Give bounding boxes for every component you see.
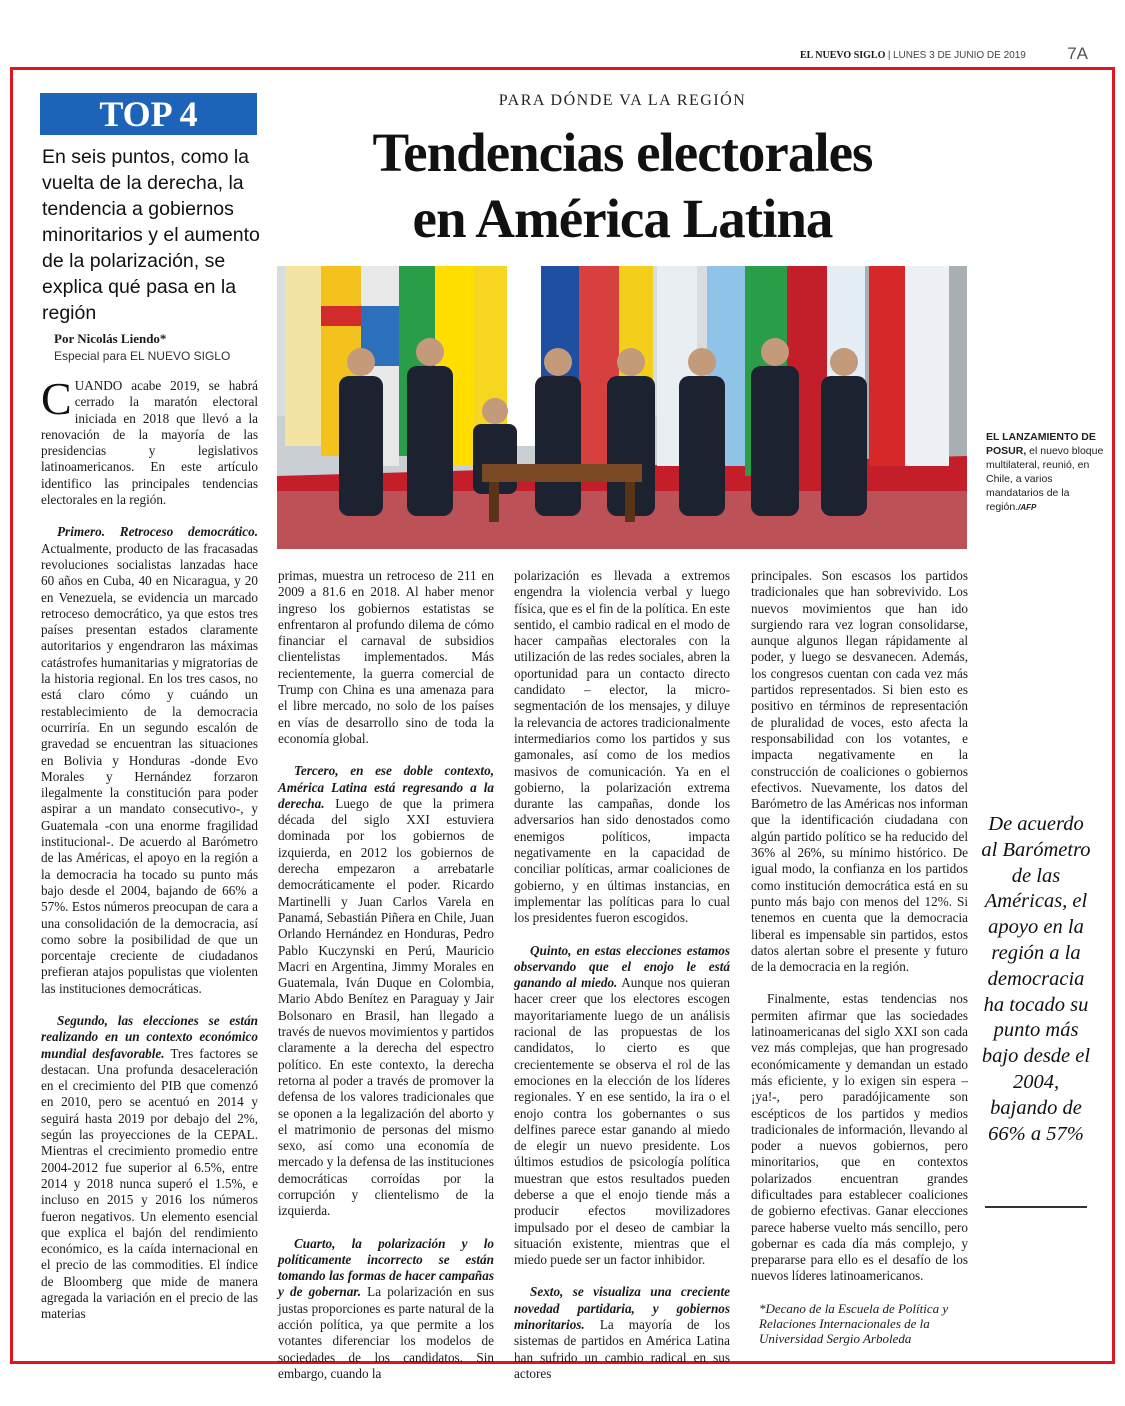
point-3-text: Luego de que la primera década del siglo XXI estuviera dominada por los gobiernos de izquierda, en 2012 los gobiernos de derecha empezaron a arrebatarle democráticamente el poder. Ricardo Martinelli y Juan Carlos Varela en Panamá, Sebastián Piñera en Chile, Juan Orlando Hernández en Honduras, Pedro Pablo Kuczynski en Perú, Mauricio Macri en Argentina, Jimmy Morales en Guatemala, Iván Duque en Colombia, Mario Abdo Benítez en Paraguay y Jair Bolsonaro en Brasil, han llegado a través de nuevos movimientos y partidos claramente a la derecha del espectro político. En este contexto, la derecha retorna al poder a través de promover la defensa de los valores tradicionales que se oponen a la legalización del aborto y el matrimonio de personas del mismo sexo, así como una economía de mercado y la defensa de las instituciones democráticas corroídas por la corrupción y clientelismo de la izquierda.	[278, 795, 494, 1219]
article-column-1	[41, 373, 258, 1339]
newspaper-name: EL NUEVO SIGLO	[800, 50, 886, 61]
point-2-continued: primas, muestra un retroceso de 211 en 2009 a 81.6 en 2018. Al haber menor ingreso los gobiernos estatistas se enfrentaron al profundo dilema de cómo financiar el carnaval de subsidios clientelistas implementados. Más recientemente, la guerra comercial de Trump con China es una amenaza para el libre mercado, no solo de los países en vías de desarrollo sino de toda la economía global.	[278, 568, 494, 746]
point-2-text: Tres factores se destacan. Una profunda desaceleración en el crecimiento del PIB que comenzó en 2010, pero se acentuó en 2014 y seguirá hasta 2019 por debajo del 2%, según las proyecciones de la CEPAL. Mientras el crecimiento promedio entre 2004-2012 fue superior al 6.5%, entre 2014 y 2018 nunca superó el 1.5%, e incluso en 2015 y 2016 los números fueron negativos. Un elemento esencial que explica el bajón del rendimiento económico, es la caída internacional en el precio de las commodities. El índice de Bloomberg que mide de manera agregada la variación en el precio de las materias	[41, 1045, 258, 1322]
point-2-paragraph	[41, 1013, 258, 1323]
drop-cap: C	[41, 373, 72, 424]
article-column-2	[278, 568, 494, 1398]
pull-quote: De acuerdo al Barómetro de las Américas, el apoyo en la región a la democracia ha tocado su punto más bajo desde el 2004, bajando de 66% a 57%	[981, 813, 1091, 1145]
point-6-paragraph	[514, 1284, 730, 1382]
headline	[275, 120, 970, 252]
point-6-text: La mayoría de los sistemas de partidos en América Latina han sufrido un cambio radical en sus actores	[514, 1317, 730, 1381]
point-2-heading: Segundo, las elecciones se están realizando en un contexto económico mundial desfavorable.	[41, 1012, 258, 1061]
point-4-heading: Cuarto, la polarización y lo políticamente incorrecto se están tomando las formas de hacer campañas y de gobernar.	[278, 1235, 494, 1300]
point-3-heading: Tercero, en ese doble contexto, América Latina está regresando a la derecha.	[278, 763, 494, 811]
photo-credit: /AFP	[1018, 503, 1037, 512]
point-1-paragraph	[41, 524, 258, 997]
summit-photo	[277, 266, 967, 549]
headline-line-1: Tendencias electorales	[372, 122, 873, 183]
point-4-continued: polarización es llevada a extremos engendra la violencia verbal y luego física, que es el fin de la política. En este sentido, el cambio radical en el modo de hacer campañas electorales con la utilización de las redes sociales, abren la oportunidad para un contacto directo candidato – elector, la micro-segmentación de los mensajes, y diluye la relevancia de actores tradicionalmente intermediarios como los partidos y sus gamonales, así como de los medios masivos de comunicación. Ya en el gobierno, la polarización extrema durante las campañas, donde los adversarios han sido denostados como enemigos políticos, impacta negativamente en la capacidad de conciliar políticas, armar coaliciones de gobierno, y en últimas instancias, en implementar las políticas para lo cual los presidentes fueron escogidos.	[514, 568, 730, 926]
point-4-paragraph	[278, 1236, 494, 1383]
intro-text: UANDO acabe 2019, se habrá cerrado la maratón electoral iniciada en 2018 que llevó a la renovación de la mayoría de las presidencias y legislativos latinoamericanos. En este artículo identifico las principales tendencias electorales en la región.	[41, 378, 258, 508]
byline-role: Especial para EL NUEVO SIGLO	[54, 349, 231, 363]
section-kicker: PARA DÓNDE VA LA REGIÓN	[498, 92, 747, 109]
intro-paragraph	[41, 373, 258, 508]
byline	[54, 331, 264, 365]
point-1-text: Actualmente, producto de las fracasadas revoluciones socialistas lanzadas hace 60 años en Cuba, 40 en Nicaragua, y 20 en Venezuela, se evidencia un marcado retroceso democrático, ya que estos tres países presentan estados claramente autoritarios y engendraron las máximas catástrofes humanitarias y migratorias de la historia regional. En los tres casos, no está claro cómo y cuándo un restablecimiento de la democracia ocurriría. En un segundo escalón de gravedad se encuentran las situaciones en Bolivia y Honduras -donde Evo Morales y Hernández forzaron ilegalmente la constitución para poder aspirar a un mandato consecutivo-, y Guatemala -con una enorme fragilidad institucional-. De acuerdo al Barómetro de las Américas, el apoyo en la región a la democracia ha tocado su punto más bajo desde el 2004, bajando de 66% a 57%. Estos números preocupan de cara a una consolidación de la democracia, así como sobre la posibilidad de que un porcentaje creciente de ciudadanos prefieran atajos populistas que violenten las instituciones democráticas.	[41, 540, 258, 996]
point-5-paragraph	[514, 943, 730, 1269]
article-column-4	[751, 568, 968, 1362]
article-column-3	[514, 568, 730, 1398]
point-6-continued: principales. Son escasos los partidos tradicionales que han sobrevivido. Los nuevos movimientos que han ido surgiendo rara vez logran consolidarse, aunque algunos llegan rápidamente al poder, y luego se desvanecen. Además, los congresos cuentan con cada vez más partidos representados. Si bien esto es positivo en términos de representación de pluralidad de voces, esto afecta la responsabilidad con los votantes, e impacta negativamente en la construcción de coaliciones o gobiernos efectivos. Nuevamente, los datos del Barómetro de las Américas nos informan que la identificación ciudadana con algún partido político se ha reducido del 36% al 26%, su mínimo histórico. De igual modo, la confianza en los partidos como institución democrática está en su punto más bajo con menos del 12%. Si tenemos en cuenta que la democracia liberal es impensable sin partidos, estos datos alertan sobre el presente y futuro de la democracia en la región.	[751, 568, 968, 975]
byline-author: Por Nicolás Liendo*	[54, 331, 167, 346]
caption-lead: EL LANZAMIENTO DE POSUR,	[986, 431, 1096, 457]
summit-photo-illustration	[277, 266, 967, 549]
photo-caption	[986, 430, 1106, 515]
point-3-paragraph	[278, 763, 494, 1219]
caption-text: el nuevo bloque multilateral, reunió, en Chile, a varios mandatarios de la región.	[986, 445, 1104, 513]
pull-quote-rule	[985, 1206, 1087, 1208]
point-1-heading: Primero. Retroceso democrático.	[57, 524, 258, 540]
point-5-heading: Quinto, en estas elecciones estamos observando que el enojo le está ganando al miedo.	[514, 942, 730, 991]
point-5-text: Aunque nos quieran hacer creer que los electores escogen mayoritariamente luego de un análisis racional de las propuestas de los candidatos, lo cierto es que crecientemente se observa el rol de las emociones en la elección de los líderes regionales. Y en ese sentido, la ira o el enojo contra los gobernantes o sus delfines parece estar ganando al miedo de elegir un nuevo presidente. Los últimos estudios de psicología política muestran que estos resultados pueden deberse a que el enojo tiende más a producir efectos movilizadores impulsado por el deseo de cambiar la situación existente, mientras que el miedo puede ser un factor inhibidor.	[514, 975, 731, 1268]
lede-summary: En seis puntos, como la vuelta de la derecha, la tendencia a gobiernos minoritarios y el aumento de la polarización, se explica qué pasa en la región	[42, 146, 260, 324]
issue-date: LUNES 3 DE JUNIO DE 2019	[893, 50, 1026, 61]
top4-badge: TOP 4	[40, 93, 257, 135]
headline-line-2: en América Latina	[412, 188, 833, 249]
point-4-text: La polarización en sus justas proporciones es parte natural de la acción política, ya que permite a los votantes diferenciar los modelos de sociedades de los candidatos. Sin embargo, cuando la	[278, 1284, 494, 1381]
conclusion-paragraph: Finalmente, estas tendencias nos permiten afirmar que las sociedades latinoamericanas del siglo XXI son cada vez más complejas, que han progresado económicamente y demandan un estado más eficiente, y lo exigen sin espera –¡ya!-, pero paradójicamente son escépticos de los partidos y medios tradicionales de información, llevando al poder a nuevos gobiernos, pero minoritarios, que en contextos polarizados encuentran grandes dificultades para establecer coaliciones de gobierno efectivas. Ganar elecciones parece haberse vuelto más sencillo, pero gobernar es cada día más complejo, y prepararse para ello es el desafío de los nuevos líderes latinoamericanos.	[751, 991, 968, 1284]
masthead-separator: |	[887, 50, 891, 61]
page-number: 7A	[1067, 44, 1088, 63]
author-note: *Decano de la Escuela de Política y Relaciones Internacionales de la Universidad Sergio Arboleda	[759, 1300, 949, 1346]
point-6-heading: Sexto, se visualiza una creciente novedad partidaria, y gobiernos minoritarios.	[514, 1284, 730, 1333]
